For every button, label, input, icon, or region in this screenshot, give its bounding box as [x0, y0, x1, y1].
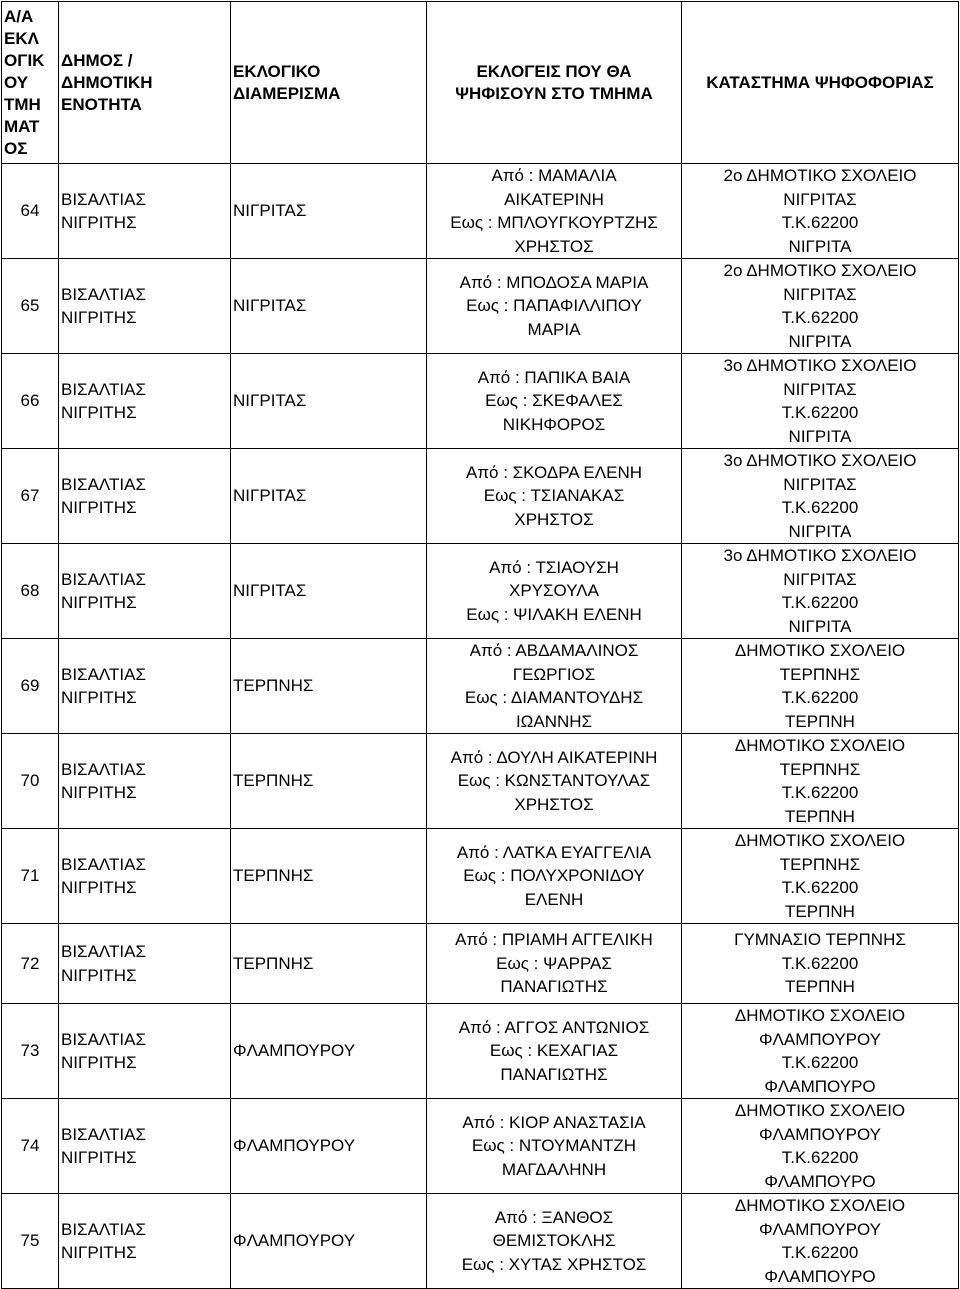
text-line: ΔΗΜΟΤΙΚΟ ΣΧΟΛΕΙΟ — [734, 1196, 906, 1215]
electoral-district-cell-text: ΦΛΑΜΠΟΥΡΟΥ — [233, 1231, 356, 1251]
municipality-cell — [59, 544, 231, 639]
text-line: ΝΙΓΡΙΤΗΣ — [61, 498, 137, 517]
text-line: ΒΙΣΑΛΤΙΑΣ — [61, 942, 146, 961]
municipality-cell — [59, 829, 231, 924]
text-line: ΒΙΣΑΛΤΙΑΣ — [61, 1219, 146, 1239]
polling-station-cell — [682, 734, 959, 829]
text-line: Τ.Κ.62200 — [781, 783, 859, 802]
text-line: ΧΡΗΣΤΟΣ — [514, 236, 594, 256]
polling-station-cell — [682, 1194, 959, 1289]
text-line: ΝΙΓΡΙΤΑ — [788, 331, 852, 351]
table-row — [2, 449, 959, 544]
text-line: ΒΙΣΑΛΤΙΑΣ — [61, 1029, 146, 1049]
header-row — [2, 2, 959, 164]
text-line: Εως : ΚΩΝΣΤΑΝΤΟΥΛΑΣ — [457, 771, 651, 791]
text-line: Από : ΤΣΙΑΟΥΣΗ — [489, 557, 619, 577]
text-line: Από : ΠΑΠΙΚΑ ΒΑΙΑ — [477, 367, 631, 387]
text-line: ΝΙΓΡΙΤΗΣ — [61, 1243, 137, 1262]
section-number-cell-text: 73 — [20, 1041, 40, 1061]
text-line: ΦΛΑΜΠΟΥΡΟ — [764, 1266, 876, 1286]
text-line: Τ.Κ.62200 — [781, 213, 859, 232]
text-line: 3ο ΔΗΜΟΤΙΚΟ ΣΧΟΛΕΙΟ — [723, 356, 917, 375]
text-line: ΠΑΝΑΓΙΩΤΗΣ — [500, 1064, 608, 1084]
text-line: ΒΙΣΑΛΤΙΑΣ — [61, 759, 146, 779]
text-line: Εως : ΝΤΟΥΜΑΝΤΖΗ — [471, 1136, 637, 1156]
section-number-cell — [2, 259, 59, 354]
text-line: Από : ΠΡΙΑΜΗ ΑΓΓΕΛΙΚΗ — [455, 930, 653, 950]
text-line: ΟΣ — [4, 138, 28, 158]
text-line: 3ο ΔΗΜΟΤΙΚΟ ΣΧΟΛΕΙΟ — [723, 546, 917, 565]
section-number-cell — [2, 1099, 59, 1194]
municipality-cell — [59, 259, 231, 354]
municipality-cell — [59, 639, 231, 734]
polling-station-cell — [682, 1099, 959, 1194]
text-line: ΙΩΑΝΝΗΣ — [515, 711, 593, 731]
text-line: Τ.Κ.62200 — [781, 688, 859, 707]
text-line: ΜΑΤ — [4, 116, 40, 136]
text-line: ΔΗΜΟΤΙΚΟ ΣΧΟΛΕΙΟ — [734, 831, 906, 850]
text-line: ΤΕΡΠΝΗ — [785, 806, 855, 826]
section-number-cell-text: 69 — [20, 676, 40, 696]
text-line: ΔΗΜΟΤΙΚΗ — [61, 72, 153, 92]
header-section-number — [2, 2, 59, 164]
text-line: ΘΕΜΙΣΤΟΚΛΗΣ — [492, 1231, 616, 1251]
voters-range-cell — [427, 1099, 682, 1194]
text-line: Τ.Κ.62200 — [781, 593, 859, 612]
electoral-district-cell — [231, 1099, 427, 1194]
polling-station-cell — [682, 164, 959, 259]
text-line: ΕΚΛΟΓΙΚΟ — [233, 61, 321, 81]
section-number-cell — [2, 544, 59, 639]
municipality-cell — [59, 449, 231, 544]
text-line: Τ.Κ.62200 — [781, 403, 859, 422]
text-line: ΝΙΓΡΙΤΑΣ — [783, 284, 857, 304]
voters-range-cell — [427, 164, 682, 259]
table-row — [2, 1099, 959, 1194]
text-line: ΝΙΓΡΙΤΗΣ — [61, 965, 137, 985]
text-line: Εως : ΣΚΕΦΑΛΕΣ — [485, 391, 623, 411]
text-line: ΤΕΡΠΝΗΣ — [779, 759, 861, 779]
electoral-district-cell — [231, 544, 427, 639]
electoral-district-cell — [231, 1004, 427, 1099]
header-municipality — [59, 2, 231, 164]
text-line: ΜΑΡΙΑ — [527, 319, 581, 339]
section-number-cell — [2, 1004, 59, 1099]
section-number-cell-text: 67 — [20, 486, 40, 506]
section-number-cell-text: 65 — [20, 296, 40, 316]
text-line: ΝΙΓΡΙΤΗΣ — [61, 213, 137, 232]
electoral-district-cell-text: ΦΛΑΜΠΟΥΡΟΥ — [233, 1041, 356, 1061]
polling-station-cell — [682, 354, 959, 449]
electoral-district-cell-text: ΤΕΡΠΝΗΣ — [233, 866, 314, 886]
text-line: ΤΕΡΠΝΗΣ — [779, 854, 861, 874]
text-line: Από : ΞΑΝΘΟΣ — [494, 1207, 614, 1227]
polling-station-cell — [682, 829, 959, 924]
header-electoral-district — [231, 2, 427, 164]
text-line: Από : ΜΑΜΑΛΙΑ — [491, 166, 617, 185]
text-line: Α/Α — [4, 6, 34, 26]
text-line: Τ.Κ.62200 — [781, 878, 859, 897]
text-line: ΤΕΡΠΝΗΣ — [779, 664, 861, 684]
text-line: ΒΙΣΑΛΤΙΑΣ — [61, 379, 146, 399]
table-body — [2, 164, 959, 1289]
text-line: ΤΜΗ — [4, 94, 41, 114]
text-line: ΝΙΓΡΙΤΑΣ — [783, 474, 857, 494]
electoral-district-cell — [231, 259, 427, 354]
electoral-district-cell-text: ΤΕΡΠΝΗΣ — [233, 953, 314, 973]
text-line: Από : ΑΓΓΟΣ ΑΝΤΩΝΙΟΣ — [458, 1017, 650, 1037]
electoral-district-cell-text: ΝΙΓΡΙΤΑΣ — [233, 581, 307, 601]
text-line: ΔΙΑΜΕΡΙΣΜΑ — [233, 83, 341, 103]
text-line: Εως : ΧΥΤΑΣ ΧΡΗΣΤΟΣ — [461, 1254, 647, 1274]
section-number-cell-text: 74 — [20, 1136, 40, 1156]
table-row — [2, 829, 959, 924]
polling-station-cell — [682, 544, 959, 639]
section-number-cell-text: 66 — [20, 391, 40, 411]
text-line: ΑΙΚΑΤΕΡΙΝΗ — [504, 189, 604, 209]
text-line: ΕΛΕΝΗ — [524, 889, 584, 909]
text-line: ΔΗΜΟΤΙΚΟ ΣΧΟΛΕΙΟ — [734, 641, 906, 660]
text-line: ΦΛΑΜΠΟΥΡΟ — [764, 1076, 876, 1096]
text-line: Από : ΜΠΟΔΟΣΑ ΜΑΡΙΑ — [459, 272, 649, 292]
text-line: ΦΛΑΜΠΟΥΡΟΥ — [758, 1219, 882, 1239]
table-row — [2, 354, 959, 449]
section-number-cell — [2, 164, 59, 259]
text-line: ΒΙΣΑΛΤΙΑΣ — [61, 284, 146, 304]
section-number-cell — [2, 829, 59, 924]
electoral-district-cell — [231, 829, 427, 924]
text-line: Εως : ΠΟΛΥΧΡΟΝΙΔΟΥ — [463, 866, 645, 886]
text-line: Εως : ΨΑΡΡΑΣ — [496, 953, 612, 973]
text-line: ΔΗΜΟΤΙΚΟ ΣΧΟΛΕΙΟ — [734, 1006, 906, 1025]
text-line: ΝΙΓΡΙΤΗΣ — [61, 878, 137, 897]
electoral-district-cell-text: ΝΙΓΡΙΤΑΣ — [233, 201, 307, 221]
text-line: Τ.Κ.62200 — [781, 953, 859, 973]
polling-station-cell — [682, 449, 959, 544]
voters-range-cell — [427, 829, 682, 924]
voters-range-cell — [427, 1004, 682, 1099]
text-line: ΓΕΩΡΓΙΟΣ — [512, 664, 596, 684]
text-line: ΝΙΓΡΙΤΑΣ — [783, 569, 857, 589]
electoral-district-cell — [231, 734, 427, 829]
voters-range-cell — [427, 259, 682, 354]
electoral-district-cell-text: ΤΕΡΠΝΗΣ — [233, 676, 314, 696]
section-number-cell-text: 72 — [20, 953, 40, 973]
polling-station-cell — [682, 924, 959, 1004]
text-line: 2ο ΔΗΜΟΤΙΚΟ ΣΧΟΛΕΙΟ — [723, 166, 917, 185]
table-row — [2, 1194, 959, 1289]
section-number-cell-text: 68 — [20, 581, 40, 601]
voters-range-cell — [427, 449, 682, 544]
text-line: Εως : ΚΕΧΑΓΙΑΣ — [489, 1041, 619, 1061]
text-line: ΝΙΓΡΙΤΗΣ — [61, 688, 137, 707]
electoral-district-cell — [231, 164, 427, 259]
text-line: Τ.Κ.62200 — [781, 308, 859, 327]
section-number-cell — [2, 924, 59, 1004]
text-line: ΝΙΓΡΙΤΗΣ — [61, 783, 137, 802]
text-line: ΝΙΓΡΙΤΗΣ — [61, 593, 137, 612]
voters-range-cell — [427, 734, 682, 829]
text-line: ΦΛΑΜΠΟΥΡΟ — [764, 1171, 876, 1191]
table-row — [2, 734, 959, 829]
text-line: Τ.Κ.62200 — [781, 1053, 859, 1072]
municipality-cell — [59, 734, 231, 829]
text-line: Εως : ΨΙΛΑΚΗ ΕΛΕΝΗ — [466, 604, 642, 624]
text-line: Εως : ΔΙΑΜΑΝΤΟΥΔΗΣ — [464, 688, 644, 707]
text-line: ΧΡΥΣΟΥΛΑ — [509, 581, 599, 601]
electoral-district-cell-text: ΦΛΑΜΠΟΥΡΟΥ — [233, 1136, 356, 1156]
text-line: Εως : ΤΣΙΑΝΑΚΑΣ — [483, 486, 625, 506]
text-line: ΝΙΓΡΙΤΑ — [788, 616, 852, 636]
text-line: Από : ΣΚΟΔΡΑ ΕΛΕΝΗ — [465, 462, 643, 482]
municipality-cell — [59, 924, 231, 1004]
text-line: Από : ΑΒΔΑΜΑΛΙΝΟΣ — [469, 641, 639, 660]
text-line: ΒΙΣΑΛΤΙΑΣ — [61, 1124, 146, 1144]
text-line: ΕΝΟΤΗΤΑ — [61, 94, 142, 114]
text-line: Από : ΔΟΥΛΗ ΑΙΚΑΤΕΡΙΝΗ — [450, 747, 658, 767]
text-line: ΦΛΑΜΠΟΥΡΟΥ — [758, 1124, 882, 1144]
text-line: ΟΥ — [4, 72, 29, 92]
text-line: ΟΓΙΚ — [4, 50, 45, 70]
text-line: ΓΥΜΝΑΣΙΟ ΤΕΡΠΝΗΣ — [734, 930, 906, 950]
section-number-cell — [2, 354, 59, 449]
text-line: ΒΙΣΑΛΤΙΑΣ — [61, 664, 146, 684]
voters-range-cell — [427, 544, 682, 639]
text-line: Τ.Κ.62200 — [781, 498, 859, 517]
text-line: Από : ΚΙΟΡ ΑΝΑΣΤΑΣΙΑ — [462, 1112, 646, 1132]
text-line: Εως : ΜΠΛΟΥΓΚΟΥΡΤΖΗΣ — [450, 213, 658, 232]
text-line: ΕΚΛΟΓΕΙΣ ΠΟΥ ΘΑ — [476, 61, 632, 81]
text-line: ΒΙΣΑΛΤΙΑΣ — [61, 854, 146, 874]
table-row — [2, 924, 959, 1004]
text-line: ΒΙΣΑΛΤΙΑΣ — [61, 189, 146, 209]
text-line: ΝΙΓΡΙΤΑ — [788, 426, 852, 446]
polling-station-cell — [682, 639, 959, 734]
polling-station-cell — [682, 1004, 959, 1099]
section-number-cell — [2, 1194, 59, 1289]
voters-range-cell — [427, 354, 682, 449]
municipality-cell — [59, 1004, 231, 1099]
text-line: ΝΙΓΡΙΤΗΣ — [61, 403, 137, 422]
text-line: ΤΕΡΠΝΗ — [785, 901, 855, 921]
text-line: ΦΛΑΜΠΟΥΡΟΥ — [758, 1029, 882, 1049]
section-number-cell-text: 71 — [20, 866, 40, 886]
section-number-cell — [2, 449, 59, 544]
table-row — [2, 639, 959, 734]
voters-range-cell — [427, 924, 682, 1004]
text-line: Από : ΛΑΤΚΑ ΕΥΑΓΓΕΛΙΑ — [456, 842, 652, 862]
electoral-district-cell — [231, 639, 427, 734]
municipality-cell — [59, 1099, 231, 1194]
municipality-cell — [59, 164, 231, 259]
text-line: ΤΕΡΠΝΗ — [785, 711, 855, 731]
table-row — [2, 544, 959, 639]
text-line: Τ.Κ.62200 — [781, 1243, 859, 1262]
municipality-cell — [59, 354, 231, 449]
voters-range-cell — [427, 1194, 682, 1289]
table-row — [2, 259, 959, 354]
text-line: ΧΡΗΣΤΟΣ — [514, 794, 594, 814]
text-line: 3ο ΔΗΜΟΤΙΚΟ ΣΧΟΛΕΙΟ — [723, 451, 917, 470]
municipality-cell — [59, 1194, 231, 1289]
text-line: ΝΙΓΡΙΤΑ — [788, 236, 852, 256]
voters-range-cell — [427, 639, 682, 734]
table-row — [2, 1004, 959, 1099]
section-number-cell — [2, 734, 59, 829]
electoral-district-cell-text: ΤΕΡΠΝΗΣ — [233, 771, 314, 791]
text-line: ΝΙΓΡΙΤΑΣ — [783, 379, 857, 399]
text-line: ΨΗΦΙΣΟΥΝ ΣΤΟ ΤΜΗΜΑ — [455, 83, 653, 103]
text-line: ΔΗΜΟΤΙΚΟ ΣΧΟΛΕΙΟ — [734, 736, 906, 755]
text-line: ΝΙΓΡΙΤΗΣ — [61, 1148, 137, 1167]
electoral-district-cell — [231, 924, 427, 1004]
text-line: ΧΡΗΣΤΟΣ — [514, 509, 594, 529]
text-line: ΚΑΤΑΣΤΗΜΑ ΨΗΦΟΦΟΡΙΑΣ — [706, 72, 934, 92]
section-number-cell-text: 75 — [20, 1231, 40, 1251]
section-number-cell-text: 64 — [20, 201, 40, 221]
electoral-district-cell-text: ΝΙΓΡΙΤΑΣ — [233, 391, 307, 411]
electoral-district-cell — [231, 354, 427, 449]
text-line: ΤΕΡΠΝΗ — [785, 977, 855, 997]
electoral-district-cell — [231, 449, 427, 544]
text-line: ΝΙΓΡΙΤΑ — [788, 521, 852, 541]
text-line: 2ο ΔΗΜΟΤΙΚΟ ΣΧΟΛΕΙΟ — [723, 261, 917, 280]
electoral-district-cell-text: ΝΙΓΡΙΤΑΣ — [233, 486, 307, 506]
polling-station-cell — [682, 259, 959, 354]
header-polling-station — [682, 2, 959, 164]
electoral-district-cell — [231, 1194, 427, 1289]
header-voters-range — [427, 2, 682, 164]
text-line: ΒΙΣΑΛΤΙΑΣ — [61, 474, 146, 494]
polling-stations-table — [1, 1, 959, 1289]
text-line: Τ.Κ.62200 — [781, 1148, 859, 1167]
section-number-cell — [2, 639, 59, 734]
text-line: ΔΗΜΟΤΙΚΟ ΣΧΟΛΕΙΟ — [734, 1101, 906, 1120]
text-line: ΔΗΜΟΣ / — [61, 50, 133, 70]
text-line: ΕΚΛ — [4, 28, 39, 48]
text-line: ΝΙΚΗΦΟΡΟΣ — [502, 414, 606, 434]
electoral-district-cell-text: ΝΙΓΡΙΤΑΣ — [233, 296, 307, 316]
text-line: ΝΙΓΡΙΤΑΣ — [783, 189, 857, 209]
text-line: ΝΙΓΡΙΤΗΣ — [61, 308, 137, 327]
section-number-cell-text: 70 — [20, 771, 40, 791]
table-row — [2, 164, 959, 259]
text-line: ΒΙΣΑΛΤΙΑΣ — [61, 569, 146, 589]
text-line: Εως : ΠΑΠΑΦΙΛΛΙΠΟΥ — [466, 296, 642, 316]
text-line: ΠΑΝΑΓΙΩΤΗΣ — [500, 977, 608, 997]
text-line: ΝΙΓΡΙΤΗΣ — [61, 1053, 137, 1072]
text-line: ΜΑΓΔΑΛΗΝΗ — [501, 1159, 607, 1179]
